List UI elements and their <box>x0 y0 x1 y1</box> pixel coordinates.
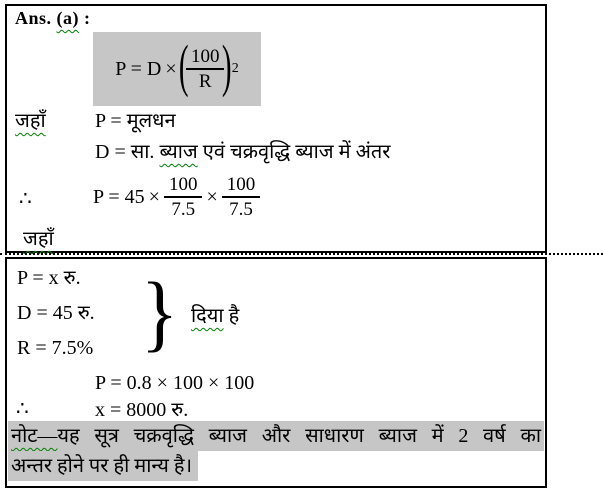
d-definition <box>95 137 390 167</box>
calc-formula-45 <box>93 172 260 222</box>
formula-lhs: P = D <box>115 58 162 80</box>
fraction-100-7.5-b <box>222 174 261 220</box>
note-marked: नोट— <box>11 425 58 447</box>
multiply-sign: × <box>206 185 218 208</box>
fraction-100-R <box>186 46 225 92</box>
calc-line-08: P = 0.8 × 100 × 100 <box>95 372 255 394</box>
given-p-line: P = x रु. <box>17 267 81 289</box>
fraction-numerator: 100 <box>222 174 261 198</box>
calc-lhs: P = 45 <box>93 185 145 208</box>
note-line1-rest: यह सूत्र चक्रवृद्धि ब्याज और साधारण ब्याज में 2 वर्ष का <box>57 425 541 447</box>
note-line-1 <box>8 421 544 451</box>
solution-box-top <box>5 4 547 253</box>
multiply-sign: × <box>165 58 177 80</box>
result-line: x = 8000 रु. <box>95 399 189 421</box>
given-label-marked: दिया <box>191 305 224 327</box>
dotted-separator <box>0 253 603 255</box>
note-block <box>8 421 544 481</box>
given-label-rest: है <box>223 305 240 327</box>
d-definition-suffix: एवं चक्रवृद्धि ब्याज में अंतर <box>197 141 391 163</box>
p-definition: P = मूलधन <box>95 110 176 132</box>
fraction-numerator: 100 <box>164 174 203 198</box>
highlighted-formula <box>93 32 261 106</box>
fraction-denominator: R <box>198 71 212 92</box>
exponent: 2 <box>231 61 239 76</box>
close-paren: ) <box>222 33 232 98</box>
fraction-denominator: 7.5 <box>229 199 253 220</box>
note-line-2: अन्तर होने पर ही मान्य है। <box>8 451 198 481</box>
where-label-2: जहाँ <box>23 228 54 250</box>
answer-prefix: Ans. <box>15 8 57 28</box>
answer-option-marked: (a) <box>56 8 80 28</box>
fraction-numerator: 100 <box>186 46 225 70</box>
fraction-100-7.5-a <box>164 174 203 220</box>
answer-heading <box>15 8 91 29</box>
therefore-symbol-bottom: ∴ <box>16 398 29 420</box>
given-r-line: R = 7.5% <box>17 337 94 359</box>
answer-suffix: : <box>79 8 91 28</box>
d-definition-marked: ब्याज <box>159 141 198 163</box>
solution-box-bottom <box>5 257 547 488</box>
fraction-denominator: 7.5 <box>171 199 196 220</box>
open-paren: ( <box>178 33 189 98</box>
given-d-line: D = 45 रु. <box>17 302 95 324</box>
given-label <box>191 301 239 331</box>
curly-brace: } <box>141 264 179 360</box>
d-definition-prefix: D = सा. <box>95 141 160 163</box>
where-label-1: जहाँ <box>15 110 46 132</box>
therefore-symbol-top: ∴ <box>19 188 32 210</box>
multiply-sign: × <box>148 185 160 208</box>
